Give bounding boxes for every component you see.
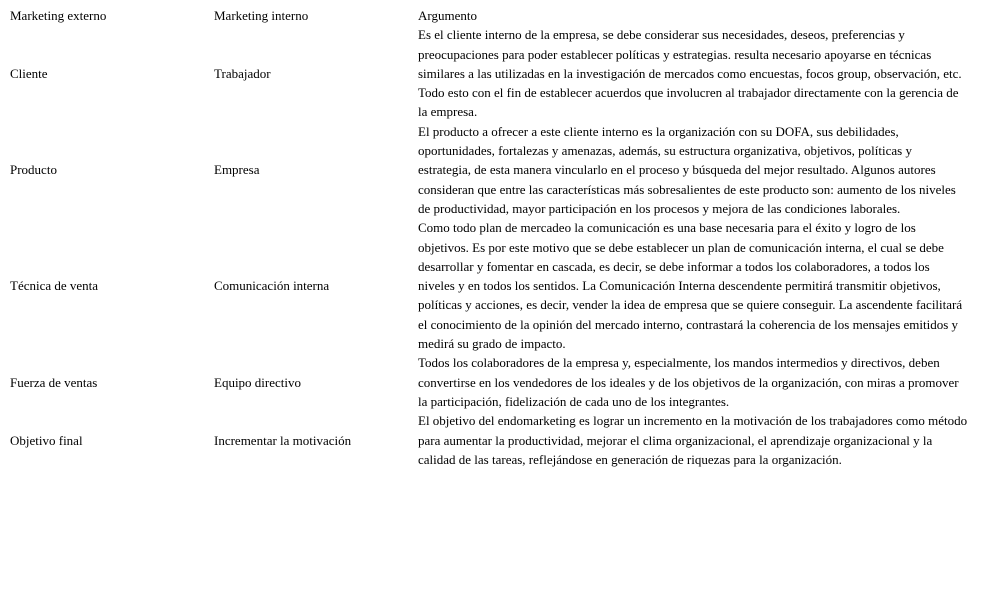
cell-interno: Comunicación interna [214, 278, 330, 294]
table-row [8, 218, 970, 353]
table-row [8, 25, 970, 121]
cell-argumento: Como todo plan de mercadeo la comunicación es una base necesaria para el éxito y logro de los objetivos. Es por este motivo que se debe establecer un plan de comunicación interna, el cual se debe desarrollar y fomentar en cascada, es decir, se debe informar a todos los colaboradores, a todos los niveles y en todos los sentidos. La Comunicación Interna descendente permitirá transmitir objetivos, políticas y acciones, es decir, vender la idea de empresa que se quiere conseguir. La ascendente facilitará el conocimiento de la opinión del mercado interno, contrastará la coherencia de los mensajes emitidos y medirá su grado de impacto. [418, 220, 963, 352]
table-row [8, 353, 970, 411]
cell-interno: Equipo directivo [214, 374, 302, 390]
table-row [8, 411, 970, 469]
cell-argumento: El producto a ofrecer a este cliente interno es la organización con su DOFA, sus debilidades, oportunidades, fortalezas y amenazas, además, su estructura organizativa, objetivos, políticas y estrategia, de esta manera vincularlo en el proceso y búsqueda del mejor resultado. Algunos autores consideran que entre las características más sobresalientes de este producto son: aumento de los niveles de productividad, mayor participación en los procesos y mejora de las condiciones laborales. [418, 123, 956, 216]
cell-externo: Cliente [10, 65, 48, 81]
marketing-comparison-table [8, 6, 970, 469]
cell-externo: Objetivo final [10, 432, 83, 448]
table-header-row [8, 6, 970, 25]
cell-argumento: Todos los colaboradores de la empresa y, especialmente, los mandos intermedios y directivos, deben convertirse en los vendedores de los ideales y de los objetivos de la organización, con miras a promover la participación, fidelización de cada uno de los integrantes. [418, 355, 959, 409]
cell-argumento: El objetivo del endomarketing es lograr un incremento en la motivación de los trabajadores como método para aumentar la productividad, mejorar el clima organizacional, el aprendizaje organizacional y la calidad de las tareas, reflejándose en generación de riquezas para la organización. [418, 413, 968, 467]
cell-interno: Trabajador [214, 65, 271, 81]
cell-interno: Incrementar la motivación [214, 432, 352, 448]
header-marketing-externo: Marketing externo [10, 8, 107, 23]
cell-interno: Empresa [214, 162, 260, 178]
header-argumento: Argumento [418, 8, 477, 23]
header-marketing-interno: Marketing interno [214, 8, 309, 23]
table-row [8, 122, 970, 218]
cell-externo: Producto [10, 162, 57, 178]
cell-externo: Fuerza de ventas [10, 374, 98, 390]
cell-externo: Técnica de venta [10, 278, 99, 294]
cell-argumento: Es el cliente interno de la empresa, se debe considerar sus necesidades, deseos, preferencias y preocupaciones para poder establecer políticas y estrategias. resulta necesario apoyarse en técnicas similares a las utilizadas en la investigación de mercados como encuestas, focos group, observación, etc. Todo esto con el fin de establecer acuerdos que involucren al trabajador directamente con la gerencia de la empresa. [418, 27, 962, 120]
